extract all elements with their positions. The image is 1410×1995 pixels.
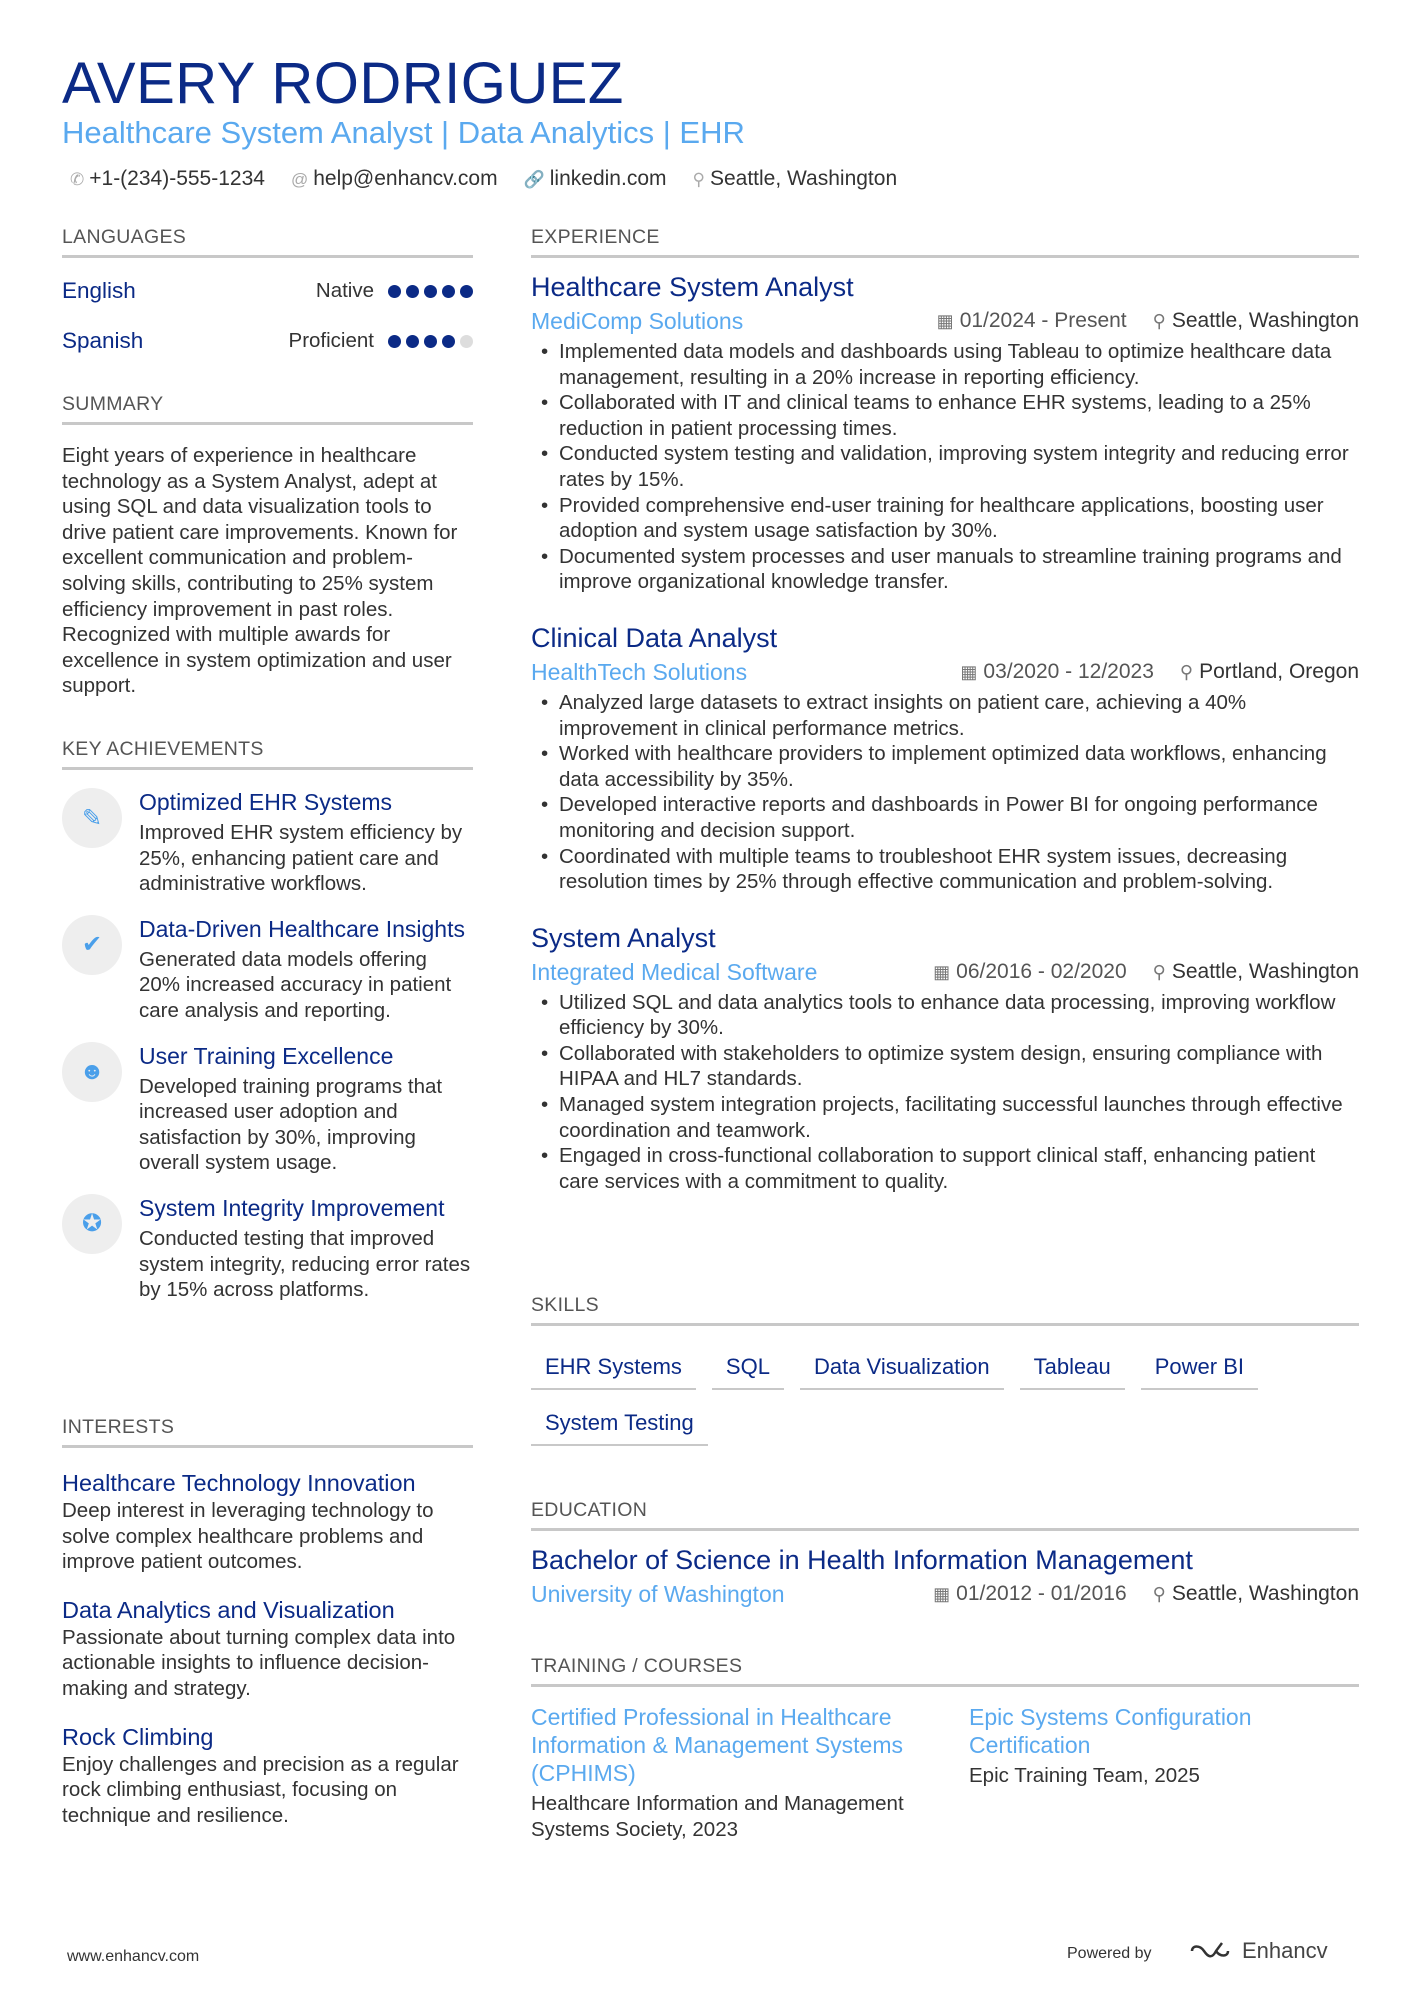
training-section bbox=[531, 1655, 1359, 1842]
link-icon: 🔗 bbox=[523, 170, 545, 189]
job-bullet: • Engaged in cross-functional collaboration to support clinical staff, enhancing patient care services with a commitment to quality. bbox=[531, 1143, 1359, 1194]
job-bullets bbox=[531, 990, 1359, 1195]
course-item bbox=[531, 1703, 921, 1842]
skill-tag: Data Visualization bbox=[800, 1348, 1004, 1390]
achievement-title: System Integrity Improvement bbox=[139, 1194, 445, 1221]
contact-bar bbox=[70, 167, 897, 191]
rating-dot bbox=[460, 335, 473, 348]
location-icon: ⚲ bbox=[1152, 1584, 1166, 1604]
rating-dot bbox=[406, 335, 419, 348]
job-meta bbox=[531, 306, 1359, 336]
skill-tag: System Testing bbox=[531, 1404, 708, 1446]
course-item bbox=[969, 1703, 1359, 1842]
magic-wand-icon: ✎ bbox=[62, 788, 122, 848]
achievement-item bbox=[62, 915, 473, 1024]
contact-text[interactable]: +1-(234)-555-1234 bbox=[89, 167, 265, 190]
job-bullet: • Coordinated with multiple teams to troubleshoot EHR system issues, decreasing resolution times by 25% through effective communication and problem-solving. bbox=[531, 844, 1359, 895]
degree: Bachelor of Science in Health Information Management bbox=[531, 1545, 1193, 1575]
language-level: Native bbox=[315, 279, 374, 302]
achievement-title: Optimized EHR Systems bbox=[139, 789, 393, 815]
job-bullet: • Developed interactive reports and dashboards in Power BI for ongoing performance monitoring and decision support. bbox=[531, 792, 1359, 843]
job-entry bbox=[531, 270, 1359, 595]
location-icon: ⚲ bbox=[1179, 661, 1194, 682]
achievements-section bbox=[62, 738, 473, 1303]
section-heading: EDUCATION bbox=[531, 1499, 1359, 1531]
rating-dot bbox=[406, 285, 419, 298]
job-location-wrap bbox=[1153, 957, 1359, 987]
calendar-icon: ▦ bbox=[936, 311, 954, 331]
achievement-body bbox=[139, 1194, 473, 1303]
interest-desc: Passionate about turning complex data into actionable insights to influence decision-making and strategy. bbox=[62, 1625, 456, 1700]
school: University of Washington bbox=[531, 1581, 785, 1607]
job-dates: 03/2020 - 12/2023 bbox=[983, 659, 1154, 683]
section-heading: EXPERIENCE bbox=[531, 226, 1359, 258]
calendar-icon: ▦ bbox=[960, 661, 978, 682]
education-section bbox=[531, 1499, 1359, 1609]
interests-section bbox=[62, 1416, 473, 1828]
interest-title: Data Analytics and Visualization bbox=[62, 1596, 395, 1623]
contact-text[interactable]: Seattle, Washington bbox=[709, 167, 898, 190]
job-location: Seattle, Washington bbox=[1171, 959, 1359, 983]
company-name: MediComp Solutions bbox=[531, 308, 744, 334]
candidate-name: AVERY RODRIGUEZ bbox=[62, 51, 624, 116]
section-heading: SUMMARY bbox=[62, 393, 473, 425]
achievement-body bbox=[139, 788, 473, 897]
job-location: Seattle, Washington bbox=[1171, 309, 1359, 332]
job-title: Healthcare System Analyst bbox=[531, 272, 854, 302]
job-bullet: • Conducted system testing and validation, improving system integrity and reducing error rates by 15%. bbox=[531, 441, 1359, 492]
company-name: Integrated Medical Software bbox=[531, 958, 818, 985]
job-bullet: • Worked with healthcare providers to implement optimized data workflows, enhancing data accessibility by 35%. bbox=[531, 741, 1359, 792]
rating-dot bbox=[442, 335, 455, 348]
calendar-icon: ▦ bbox=[933, 961, 951, 982]
language-row bbox=[62, 266, 473, 316]
job-bullet: • Provided comprehensive end-user training for healthcare applications, boosting user adoption and system usage satisfaction by 30%. bbox=[531, 493, 1359, 544]
job-dates-wrap bbox=[937, 306, 1127, 336]
job-meta bbox=[531, 657, 1359, 687]
job-bullet: • Implemented data models and dashboards using Tableau to optimize healthcare data management, resulting in a 20% increase in reporting efficiency. bbox=[531, 339, 1359, 390]
job-bullet: • Collaborated with stakeholders to optimize system design, ensuring compliance with HIPAA and HL7 standards. bbox=[531, 1041, 1359, 1092]
skill-tag: SQL bbox=[712, 1348, 784, 1390]
course-title: Certified Professional in Healthcare Information & Management Systems (CPHIMS) bbox=[531, 1704, 903, 1786]
job-location-wrap bbox=[1180, 657, 1359, 687]
contact-item[interactable] bbox=[70, 167, 265, 191]
job-title: System Analyst bbox=[531, 922, 716, 953]
achievement-desc: Conducted testing that improved system integrity, reducing error rates by 15% across platforms. bbox=[139, 1226, 471, 1302]
enhancv-logo-icon bbox=[1188, 1939, 1234, 1963]
job-entry bbox=[531, 621, 1359, 895]
language-row bbox=[62, 316, 473, 366]
achievement-title: Data-Driven Healthcare Insights bbox=[139, 915, 465, 942]
at-icon: @ bbox=[290, 170, 309, 189]
job-title: Clinical Data Analyst bbox=[531, 622, 778, 653]
rating-dot bbox=[388, 285, 401, 298]
location-icon: ⚲ bbox=[692, 170, 705, 189]
contact-item[interactable] bbox=[524, 167, 667, 191]
contact-item[interactable] bbox=[291, 167, 498, 191]
contact-item[interactable] bbox=[693, 167, 898, 191]
rating-dot bbox=[424, 285, 437, 298]
job-bullet: • Utilized SQL and data analytics tools to enhance data processing, improving workflow efficiency by 30%. bbox=[531, 990, 1359, 1041]
footer-url[interactable]: www.enhancv.com bbox=[67, 1948, 200, 1965]
brand-name: Enhancv bbox=[1242, 1938, 1328, 1963]
skill-tag: EHR Systems bbox=[531, 1348, 696, 1390]
section-heading: INTERESTS bbox=[62, 1416, 473, 1448]
checkmark-icon: ✔ bbox=[62, 915, 122, 975]
interest-title: Healthcare Technology Innovation bbox=[62, 1470, 416, 1496]
languages-section bbox=[62, 226, 473, 366]
job-meta bbox=[531, 957, 1359, 987]
candidate-title: Healthcare System Analyst | Data Analytics | EHR bbox=[62, 115, 745, 150]
job-bullet: • Analyzed large datasets to extract insights on patient care, achieving a 40% improvement in clinical performance metrics. bbox=[531, 690, 1359, 741]
rating-dot bbox=[442, 285, 455, 298]
interest-item bbox=[62, 1468, 473, 1575]
calendar-icon: ▦ bbox=[933, 1584, 951, 1604]
achievement-body bbox=[139, 915, 473, 1024]
experience-section bbox=[531, 226, 1359, 1194]
job-dates: 06/2016 - 02/2020 bbox=[956, 959, 1127, 983]
interest-desc: Deep interest in leveraging technology to solve complex healthcare problems and improve patient outcomes. bbox=[62, 1499, 434, 1574]
course-title: Epic Systems Configuration Certification bbox=[969, 1704, 1252, 1758]
interest-title: Rock Climbing bbox=[62, 1723, 214, 1750]
job-location-wrap bbox=[1153, 306, 1359, 336]
job-bullet: • Documented system processes and user manuals to streamline training programs and improve organizational knowledge transfer. bbox=[531, 544, 1359, 595]
location-icon: ⚲ bbox=[1152, 311, 1166, 331]
brain-head-icon: ☻ bbox=[62, 1042, 122, 1102]
achievement-title: User Training Excellence bbox=[139, 1042, 394, 1069]
job-bullets bbox=[531, 339, 1359, 595]
achievement-desc: Generated data models offering 20% increased accuracy in patient care analysis and reporting. bbox=[139, 947, 452, 1022]
job-location: Portland, Oregon bbox=[1199, 659, 1359, 683]
contact-text[interactable]: help@enhancv.com bbox=[313, 167, 498, 190]
rating-dot bbox=[388, 335, 401, 348]
rating-dots bbox=[388, 285, 473, 298]
contact-text[interactable]: linkedin.com bbox=[549, 167, 667, 190]
interest-item bbox=[62, 1722, 473, 1829]
edu-location: Seattle, Washington bbox=[1171, 1582, 1359, 1605]
summary-section bbox=[62, 393, 473, 699]
section-heading: TRAINING / COURSES bbox=[531, 1655, 1359, 1687]
language-name: English bbox=[62, 278, 136, 303]
summary-text: Eight years of experience in healthcare technology as a System Analyst, adept at using SQL and data visualization tools to drive patient care improvements. Known for excellent communication and problem-solving skills, contributing to 25% system efficiency improvement in past roles. Recognized with multiple awards for excellence in system optimization and user support. bbox=[62, 444, 458, 698]
interest-desc: Enjoy challenges and precision as a regular rock climbing enthusiast, focusing on technique and resilience. bbox=[62, 1752, 459, 1827]
achievement-body bbox=[139, 1042, 473, 1176]
job-dates-wrap bbox=[960, 657, 1154, 687]
location-icon: ⚲ bbox=[1152, 961, 1166, 982]
achievement-item bbox=[62, 1042, 473, 1176]
section-heading: KEY ACHIEVEMENTS bbox=[62, 738, 473, 770]
section-heading: LANGUAGES bbox=[62, 226, 473, 258]
phone-icon: ✆ bbox=[70, 170, 85, 189]
rating-dots bbox=[388, 335, 473, 348]
job-bullet: • Collaborated with IT and clinical teams to enhance EHR systems, leading to a 25% reduction in patient processing times. bbox=[531, 390, 1359, 441]
language-name: Spanish bbox=[62, 328, 144, 353]
job-bullet: • Managed system integration projects, facilitating successful launches through effective coordination and teamwork. bbox=[531, 1092, 1359, 1143]
rating-dot bbox=[424, 335, 437, 348]
achievement-desc: Improved EHR system efficiency by 25%, enhancing patient care and administrative workflows. bbox=[139, 821, 463, 896]
achievement-item bbox=[62, 788, 473, 897]
job-bullets bbox=[531, 690, 1359, 895]
course-desc: Epic Training Team, 2025 bbox=[969, 1764, 1200, 1787]
award-ribbon-icon: ✪ bbox=[62, 1194, 122, 1254]
job-dates: 01/2024 - Present bbox=[959, 309, 1127, 332]
skill-tag: Power BI bbox=[1141, 1348, 1258, 1390]
skill-tag: Tableau bbox=[1020, 1348, 1125, 1390]
interest-item bbox=[62, 1595, 473, 1702]
section-heading: SKILLS bbox=[531, 1294, 1359, 1326]
rating-dot bbox=[460, 285, 473, 298]
skills-section bbox=[531, 1294, 1359, 1446]
job-entry bbox=[531, 921, 1359, 1195]
language-level: Proficient bbox=[288, 329, 374, 352]
achievement-desc: Developed training programs that increased user adoption and satisfaction by 30%, improving overall system usage. bbox=[139, 1074, 443, 1175]
enhancv-logo bbox=[1188, 1938, 1328, 1964]
powered-by: Powered by bbox=[1067, 1945, 1152, 1962]
job-dates-wrap bbox=[933, 957, 1127, 987]
company-name: HealthTech Solutions bbox=[531, 658, 748, 685]
edu-dates: 01/2012 - 01/2016 bbox=[956, 1582, 1127, 1605]
achievement-item bbox=[62, 1194, 473, 1303]
course-desc: Healthcare Information and Management Systems Society, 2023 bbox=[531, 1792, 904, 1841]
